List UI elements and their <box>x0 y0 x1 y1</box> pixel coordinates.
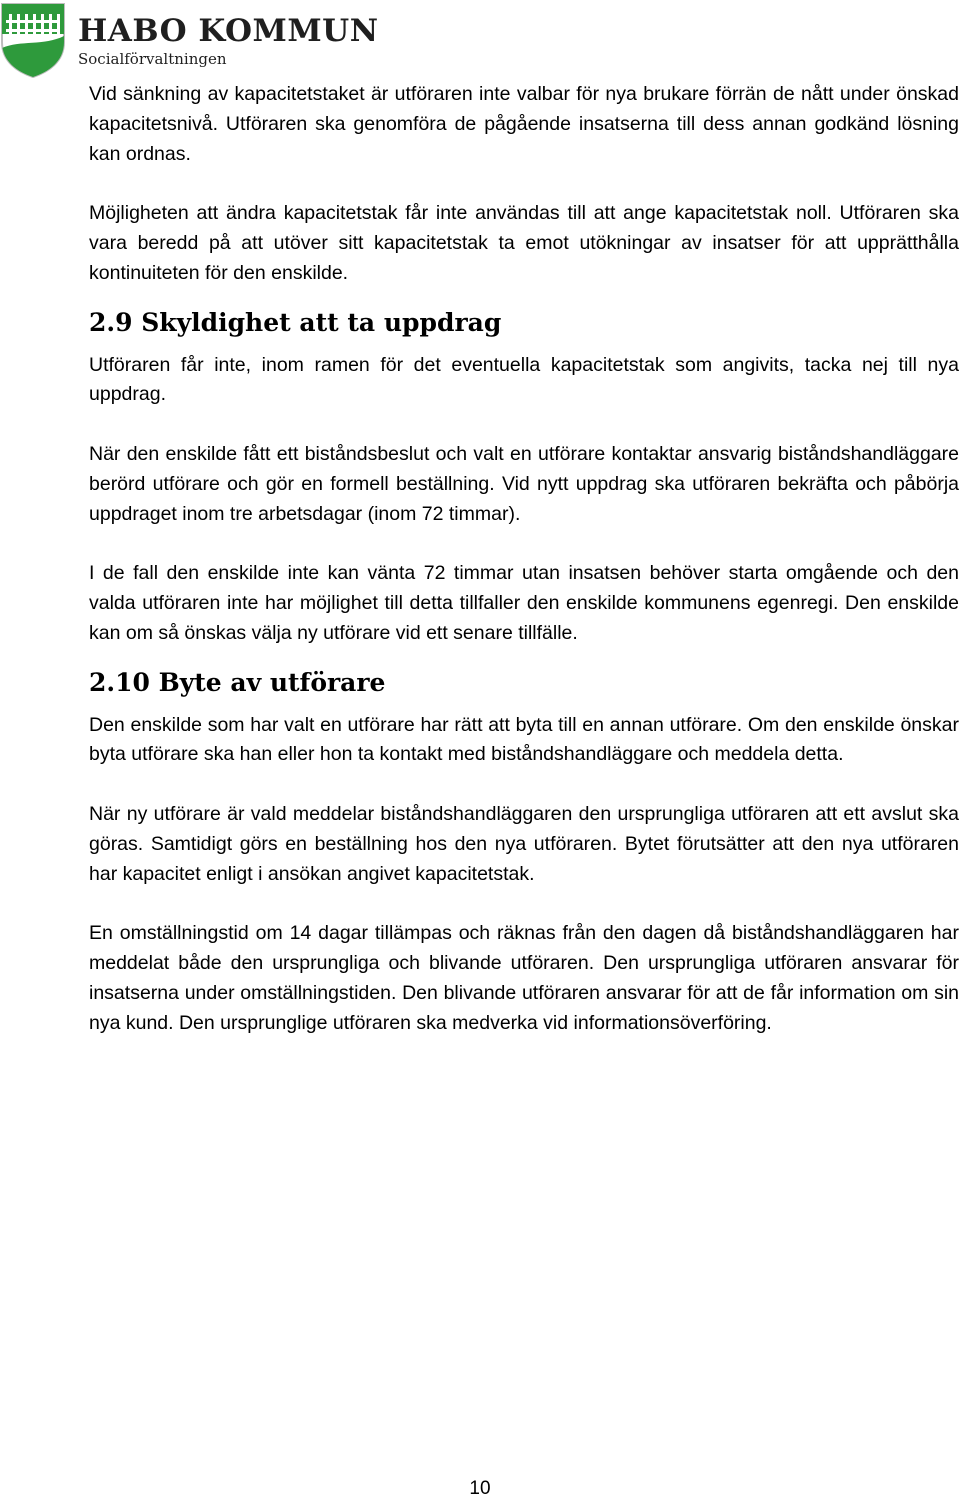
brand-block <box>78 14 379 68</box>
page-header <box>0 0 420 82</box>
paragraph: Den enskilde som har valt en utförare har rätt att byta till en annan utförare. Om den enskilde önskar byta utförare ska han eller hon ta kontakt med biståndshandläggare och meddela detta. <box>89 713 959 766</box>
page-number: 10 <box>469 1478 491 1499</box>
paragraph: En omställningstid om 14 dagar tillämpas och räknas från den dagen då biståndshandläggaren har meddelat både den ursprungliga och blivande utföraren. Den ursprungliga utföraren ansvarar för insatserna under omställningstiden. Den blivande utföraren ansvarar för att de får information om sin nya kund. Den ursprunglige utföraren ska medverka vid informationsöverföring. <box>89 922 959 1034</box>
org-name: HABO KOMMUN <box>78 13 379 49</box>
paragraph: När den enskilde fått ett biståndsbeslut och valt en utförare kontaktar ansvarig biståndshandläggare berörd utförare och gör en formell beställning. Vid nytt uppdrag ska utföraren bekräfta och påbörja uppdraget inom tre arbetsdagar (inom 72 timmar). <box>89 442 959 525</box>
paragraph: Utföraren får inte, inom ramen för det eventuella kapacitetstak som angivits, tacka nej till nya uppdrag. <box>89 353 959 406</box>
document-body <box>89 80 959 1068</box>
department-name: Socialförvaltningen <box>78 50 227 68</box>
paragraph: Möjligheten att ändra kapacitetstak får inte användas till att ange kapacitetstak noll. Utföraren ska vara beredd på att utöver sitt kapacitetstak ta emot utökningar av insatser för att upprätthålla kontinuiteten för den enskilde. <box>89 202 959 284</box>
paragraph: Vid sänkning av kapacitetstaket är utföraren inte valbar för nya brukare förrän de nått under önskad kapacitetsnivå. Utföraren ska genomföra de pågående insatserna till dess annan godkänd lösning kan ordnas. <box>89 83 959 165</box>
paragraph: När ny utförare är vald meddelar biståndshandläggaren den ursprungliga utföraren att ett avslut ska göras. Samtidigt görs en beställning hos den nya utföraren. Bytet förutsätter att den nya utföraren har kapacitet enligt i ansökan angivet kapacitetstak. <box>89 802 959 885</box>
section-heading-2-9: 2.9 Skyldighet att ta uppdrag <box>89 307 502 337</box>
habo-shield-icon <box>0 2 66 78</box>
section-heading-2-10: 2.10 Byte av utförare <box>89 667 386 697</box>
paragraph: I de fall den enskilde inte kan vänta 72 timmar utan insatsen behöver starta omgående och den valda utföraren inte har möjlighet till detta tillfaller den enskilde kommunens egenregi. Den enskilde kan om så önskas välja ny utförare vid ett senare tillfälle. <box>89 562 959 644</box>
